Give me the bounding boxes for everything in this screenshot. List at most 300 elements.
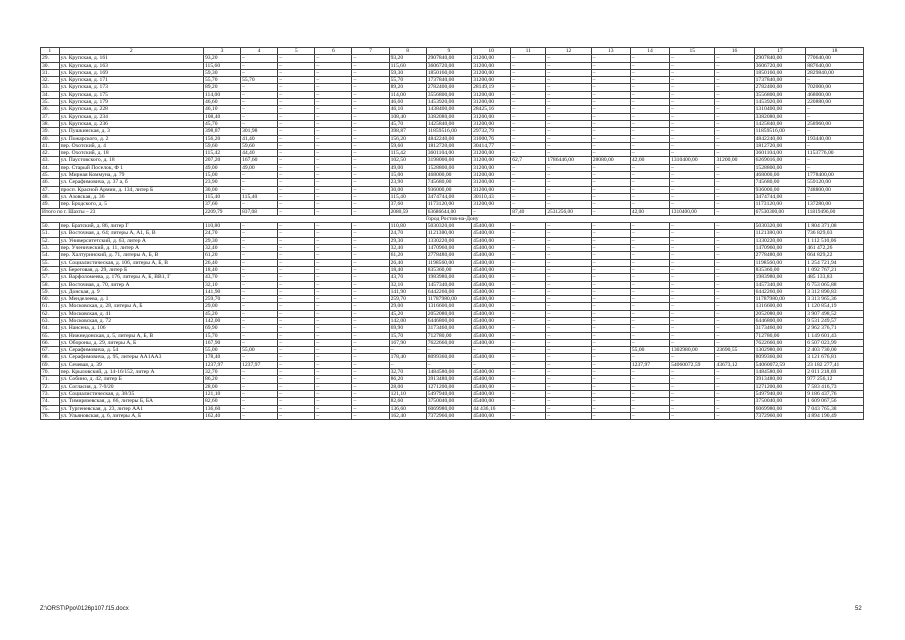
address-cell: ул. Мирная Коммуна, д. 79 bbox=[59, 172, 203, 179]
total-value-cell: 2209,79 bbox=[203, 208, 240, 215]
row-number-cell: 29. bbox=[41, 55, 60, 62]
value-cell: – bbox=[670, 84, 715, 91]
value-cell: – bbox=[630, 325, 669, 332]
value-cell: – bbox=[352, 179, 389, 186]
table-row bbox=[41, 193, 864, 200]
value-cell: 1983980,00 bbox=[426, 274, 471, 281]
value-cell: – bbox=[352, 274, 389, 281]
value-cell: – bbox=[591, 142, 630, 149]
value-cell: – bbox=[278, 99, 315, 106]
value-cell: – bbox=[278, 281, 315, 288]
value-cell: – bbox=[670, 142, 715, 149]
value-cell: – bbox=[670, 135, 715, 142]
value-cell: – bbox=[715, 245, 754, 252]
table-row bbox=[41, 405, 864, 412]
value-cell: – bbox=[715, 405, 754, 412]
value-cell: – bbox=[630, 332, 669, 339]
row-number-cell: 44. bbox=[41, 164, 60, 171]
value-cell: – bbox=[511, 135, 546, 142]
value-cell: – bbox=[352, 77, 389, 84]
value-cell: 32,70 bbox=[389, 369, 426, 376]
value-cell: – bbox=[630, 230, 669, 237]
table-row bbox=[41, 135, 864, 142]
value-cell: 44 436,16 bbox=[472, 405, 511, 412]
value-cell: 1484580,00 bbox=[754, 369, 806, 376]
value-cell: – bbox=[715, 383, 754, 390]
row-number-cell: 75. bbox=[41, 405, 60, 412]
value-cell: 1271200,00 bbox=[754, 383, 806, 390]
value-cell: – bbox=[670, 179, 715, 186]
total-value-cell: 1310400,00 bbox=[670, 208, 715, 215]
value-cell: – bbox=[715, 84, 754, 91]
value-cell: – bbox=[591, 317, 630, 324]
value-cell: 3 312 890,83 bbox=[806, 288, 864, 295]
value-cell: 6442260,00 bbox=[754, 288, 806, 295]
value-cell: – bbox=[546, 230, 591, 237]
value-cell: – bbox=[511, 332, 546, 339]
value-cell: – bbox=[352, 332, 389, 339]
value-cell: 156,20 bbox=[389, 135, 426, 142]
value-cell: – bbox=[241, 296, 278, 303]
value-cell: – bbox=[715, 317, 754, 324]
table-header-row bbox=[41, 48, 864, 55]
value-cell: – bbox=[352, 281, 389, 288]
value-cell: – bbox=[670, 106, 715, 113]
value-cell: – bbox=[806, 113, 864, 120]
value-cell: – bbox=[670, 69, 715, 76]
value-cell: 1173120,00 bbox=[426, 201, 471, 208]
value-cell: – bbox=[352, 398, 389, 405]
value-cell: 114,00 bbox=[389, 91, 426, 98]
value-cell: – bbox=[806, 106, 864, 113]
value-cell: 55,00 bbox=[630, 347, 669, 354]
value-cell: 32,10 bbox=[203, 281, 240, 288]
value-cell: – bbox=[715, 91, 754, 98]
value-cell: 59,30 bbox=[203, 69, 240, 76]
value-cell: – bbox=[670, 201, 715, 208]
value-cell: 1330220,00 bbox=[426, 237, 471, 244]
value-cell: – bbox=[511, 317, 546, 324]
total-value-cell: 2531256,00 bbox=[546, 208, 591, 215]
value-cell: – bbox=[630, 383, 669, 390]
value-cell: 207,20 bbox=[203, 157, 240, 164]
value-cell: – bbox=[630, 135, 669, 142]
value-cell: – bbox=[546, 296, 591, 303]
value-cell: – bbox=[715, 172, 754, 179]
value-cell: – bbox=[591, 259, 630, 266]
value-cell: – bbox=[278, 150, 315, 157]
value-cell: – bbox=[352, 259, 389, 266]
value-cell: – bbox=[315, 186, 352, 193]
value-cell: – bbox=[511, 412, 546, 419]
value-cell: 18,40 bbox=[389, 266, 426, 273]
value-cell: 43,70 bbox=[389, 274, 426, 281]
value-cell: – bbox=[315, 77, 352, 84]
value-cell: – bbox=[278, 245, 315, 252]
row-number-cell: 48. bbox=[41, 193, 60, 200]
value-cell: 45400,00 bbox=[472, 339, 511, 346]
housing-data-table bbox=[40, 47, 864, 420]
value-cell: – bbox=[715, 376, 754, 383]
value-cell: 835360,00 bbox=[754, 266, 806, 273]
value-cell: – bbox=[591, 120, 630, 127]
value-cell: – bbox=[352, 412, 389, 419]
total-value-cell: 63686644,00 bbox=[426, 208, 471, 215]
value-cell: – bbox=[546, 245, 591, 252]
table-row bbox=[41, 99, 864, 106]
row-number-cell: 50. bbox=[41, 223, 60, 230]
value-cell: 45400,00 bbox=[472, 245, 511, 252]
value-cell: – bbox=[630, 369, 669, 376]
value-cell: – bbox=[630, 274, 669, 281]
value-cell: – bbox=[511, 230, 546, 237]
value-cell: 167,90 bbox=[203, 339, 240, 346]
value-cell: 31200,00 bbox=[472, 164, 511, 171]
value-cell: – bbox=[352, 405, 389, 412]
value-cell: 1173120,00 bbox=[754, 201, 806, 208]
value-cell: – bbox=[591, 369, 630, 376]
value-cell: – bbox=[546, 361, 591, 368]
value-cell: – bbox=[546, 339, 591, 346]
value-cell: – bbox=[715, 55, 754, 62]
value-cell: – bbox=[511, 223, 546, 230]
table-row bbox=[41, 288, 864, 295]
value-cell: – bbox=[352, 303, 389, 310]
address-cell: ул. Московская, д. 72 bbox=[59, 317, 203, 324]
section-row bbox=[41, 215, 864, 222]
value-cell: – bbox=[352, 369, 389, 376]
value-cell: 3750040,00 bbox=[754, 398, 806, 405]
value-cell: – bbox=[278, 201, 315, 208]
value-cell: – bbox=[591, 281, 630, 288]
value-cell: – bbox=[241, 369, 278, 376]
value-cell: – bbox=[715, 296, 754, 303]
value-cell: – bbox=[591, 164, 630, 171]
value-cell: – bbox=[546, 369, 591, 376]
value-cell: 141,90 bbox=[389, 288, 426, 295]
table-row bbox=[41, 113, 864, 120]
value-cell: – bbox=[315, 361, 352, 368]
value-cell: – bbox=[426, 361, 471, 368]
value-cell: – bbox=[630, 142, 669, 149]
value-cell: – bbox=[241, 223, 278, 230]
value-cell: 31200,00 bbox=[472, 55, 511, 62]
value-cell: – bbox=[278, 317, 315, 324]
value-cell: 9 531 249,57 bbox=[806, 317, 864, 324]
value-cell: – bbox=[715, 62, 754, 69]
value-cell: – bbox=[511, 281, 546, 288]
row-number-cell: 76. bbox=[41, 412, 60, 419]
value-cell: – bbox=[591, 303, 630, 310]
value-cell: – bbox=[630, 120, 669, 127]
row-number-cell: 73. bbox=[41, 390, 60, 397]
value-cell: 55,00 bbox=[203, 347, 240, 354]
value-cell: – bbox=[715, 230, 754, 237]
value-cell: 31200,00 bbox=[472, 69, 511, 76]
value-cell: – bbox=[352, 288, 389, 295]
value-cell: 28425,16 bbox=[472, 106, 511, 113]
value-cell: – bbox=[352, 193, 389, 200]
value-cell: – bbox=[315, 179, 352, 186]
value-cell: – bbox=[591, 405, 630, 412]
value-cell: – bbox=[241, 317, 278, 324]
value-cell: 5 bbox=[278, 48, 315, 55]
value-cell: 114,00 bbox=[203, 91, 240, 98]
table-row bbox=[41, 157, 864, 164]
value-cell: – bbox=[511, 398, 546, 405]
value-cell: – bbox=[591, 390, 630, 397]
value-cell: 4 bbox=[241, 48, 278, 55]
value-cell: – bbox=[630, 186, 669, 193]
value-cell: 1316600,00 bbox=[426, 303, 471, 310]
value-cell: – bbox=[315, 296, 352, 303]
row-number-cell: 56. bbox=[41, 266, 60, 273]
value-cell: – bbox=[715, 135, 754, 142]
address-cell: ул. Крупская, д. 236 bbox=[59, 120, 203, 127]
value-cell: – bbox=[715, 310, 754, 317]
value-cell: 1737840,00 bbox=[754, 77, 806, 84]
value-cell: – bbox=[630, 288, 669, 295]
value-cell: – bbox=[670, 55, 715, 62]
value-cell: – bbox=[630, 266, 669, 273]
value-cell: 3750040,00 bbox=[426, 398, 471, 405]
value-cell: – bbox=[511, 274, 546, 281]
value-cell: 745680,00 bbox=[426, 179, 471, 186]
row-number-cell: 49. bbox=[41, 201, 60, 208]
value-cell: 24,70 bbox=[203, 230, 240, 237]
value-cell: – bbox=[315, 84, 352, 91]
address-cell: ул. Крупская, д. 163 bbox=[59, 62, 203, 69]
row-number-cell: 39. bbox=[41, 128, 60, 135]
row-number-cell: 47. bbox=[41, 186, 60, 193]
value-cell: – bbox=[546, 62, 591, 69]
value-cell: – bbox=[278, 186, 315, 193]
address-cell: ул. Обороны, д. 29, литеры А, Б bbox=[59, 339, 203, 346]
value-cell: 32,10 bbox=[389, 281, 426, 288]
table-row bbox=[41, 237, 864, 244]
value-cell: – bbox=[630, 106, 669, 113]
value-cell: – bbox=[630, 398, 669, 405]
address-cell: пер. Братский, д. 86, литер Г bbox=[59, 223, 203, 230]
value-cell: 1310400,00 bbox=[754, 106, 806, 113]
value-cell: – bbox=[511, 383, 546, 390]
row-number-cell: 32. bbox=[41, 77, 60, 84]
table-row bbox=[41, 128, 864, 135]
address-cell: ул. Береговая, д. 29, литер Б bbox=[59, 266, 203, 273]
address-cell: ул. Московская, д. 41 bbox=[59, 310, 203, 317]
value-cell: – bbox=[511, 186, 546, 193]
value-cell: – bbox=[715, 77, 754, 84]
value-cell: – bbox=[591, 383, 630, 390]
value-cell: – bbox=[278, 369, 315, 376]
row-number-cell: 60. bbox=[41, 296, 60, 303]
table-row bbox=[41, 55, 864, 62]
value-cell: 1850160,00 bbox=[754, 69, 806, 76]
value-cell: 7372960,00 bbox=[426, 412, 471, 419]
value-cell: 1425840,00 bbox=[426, 120, 471, 127]
total-value-cell: 2080,59 bbox=[389, 208, 426, 215]
value-cell: 31200,00 bbox=[472, 77, 511, 84]
value-cell: – bbox=[315, 317, 352, 324]
value-cell: 37,60 bbox=[203, 201, 240, 208]
value-cell: 54060072,59 bbox=[670, 361, 715, 368]
value-cell: 1470960,00 bbox=[754, 245, 806, 252]
address-cell: ул. Социалистическая, д. 106, литеры А, Б, В bbox=[59, 259, 203, 266]
value-cell: 29,00 bbox=[203, 303, 240, 310]
value-cell: – bbox=[241, 303, 278, 310]
value-cell: – bbox=[511, 252, 546, 259]
value-cell: 3173460,00 bbox=[426, 325, 471, 332]
value-cell: – bbox=[278, 172, 315, 179]
value-cell: – bbox=[315, 281, 352, 288]
address-cell: ул. Нансена, д. 106 bbox=[59, 325, 203, 332]
value-cell: – bbox=[591, 106, 630, 113]
value-cell: – bbox=[315, 164, 352, 171]
value-cell: – bbox=[352, 157, 389, 164]
value-cell: 3 121 676,81 bbox=[806, 354, 864, 361]
value-cell: – bbox=[352, 201, 389, 208]
value-cell: 44,40 bbox=[241, 150, 278, 157]
table-row bbox=[41, 310, 864, 317]
value-cell: 1484580,00 bbox=[426, 369, 471, 376]
value-cell: 1737840,00 bbox=[426, 77, 471, 84]
value-cell: – bbox=[511, 142, 546, 149]
value-cell: 398,87 bbox=[389, 128, 426, 135]
value-cell: – bbox=[630, 99, 669, 106]
value-cell: 770640,00 bbox=[806, 55, 864, 62]
value-cell: 1983980,00 bbox=[754, 274, 806, 281]
value-cell: 6069980,00 bbox=[754, 405, 806, 412]
value-cell: 28149,19 bbox=[472, 84, 511, 91]
value-cell: – bbox=[546, 201, 591, 208]
value-cell: – bbox=[278, 84, 315, 91]
value-cell: – bbox=[426, 347, 471, 354]
value-cell: – bbox=[630, 376, 669, 383]
row-number-cell: 54. bbox=[41, 252, 60, 259]
value-cell: – bbox=[546, 376, 591, 383]
value-cell: 3601104,00 bbox=[426, 150, 471, 157]
row-number-cell: 58. bbox=[41, 281, 60, 288]
address-cell: ул. Пожарского, д. 2 bbox=[59, 135, 203, 142]
value-cell: – bbox=[511, 113, 546, 120]
value-cell: – bbox=[511, 390, 546, 397]
value-cell: – bbox=[715, 128, 754, 135]
value-cell: – bbox=[670, 339, 715, 346]
row-number-cell: 45. bbox=[41, 172, 60, 179]
value-cell: – bbox=[315, 172, 352, 179]
value-cell: – bbox=[591, 77, 630, 84]
row-number-cell: 72. bbox=[41, 383, 60, 390]
value-cell: – bbox=[241, 390, 278, 397]
value-cell: – bbox=[241, 62, 278, 69]
value-cell: 43,70 bbox=[203, 274, 240, 281]
value-cell: – bbox=[352, 106, 389, 113]
row-number-cell: 62. bbox=[41, 310, 60, 317]
value-cell: 7 043 765,38 bbox=[806, 405, 864, 412]
value-cell: 7 583 416,73 bbox=[806, 383, 864, 390]
value-cell: – bbox=[315, 237, 352, 244]
value-cell: – bbox=[715, 186, 754, 193]
value-cell: – bbox=[352, 164, 389, 171]
value-cell: – bbox=[546, 113, 591, 120]
value-cell: – bbox=[352, 62, 389, 69]
value-cell: 142,00 bbox=[389, 317, 426, 324]
value-cell: – bbox=[630, 303, 669, 310]
value-cell: – bbox=[591, 55, 630, 62]
value-cell: 42,00 bbox=[630, 157, 669, 164]
value-cell: 28080,00 bbox=[591, 157, 630, 164]
value-cell: 162,40 bbox=[203, 412, 240, 419]
table-body bbox=[41, 48, 864, 420]
value-cell: – bbox=[315, 150, 352, 157]
value-cell: 2 011 218,69 bbox=[806, 369, 864, 376]
value-cell: 167,60 bbox=[241, 157, 278, 164]
value-cell: – bbox=[546, 150, 591, 157]
value-cell: 1453920,00 bbox=[754, 99, 806, 106]
value-cell: – bbox=[315, 303, 352, 310]
value-cell: – bbox=[315, 369, 352, 376]
value-cell: – bbox=[241, 259, 278, 266]
value-cell: 6069980,00 bbox=[426, 405, 471, 412]
value-cell: 18,40 bbox=[203, 266, 240, 273]
value-cell: 29732,79 bbox=[472, 128, 511, 135]
value-cell: – bbox=[546, 223, 591, 230]
value-cell: – bbox=[241, 201, 278, 208]
table-row bbox=[41, 398, 864, 405]
value-cell: – bbox=[591, 193, 630, 200]
value-cell: – bbox=[715, 281, 754, 288]
value-cell: – bbox=[715, 237, 754, 244]
value-cell: – bbox=[630, 91, 669, 98]
value-cell: – bbox=[670, 259, 715, 266]
value-cell: – bbox=[591, 266, 630, 273]
value-cell: 31200,00 bbox=[472, 99, 511, 106]
value-cell: 93,20 bbox=[389, 55, 426, 62]
value-cell: 93,20 bbox=[203, 55, 240, 62]
row-number-cell: 33. bbox=[41, 84, 60, 91]
value-cell: – bbox=[315, 128, 352, 135]
value-cell: – bbox=[352, 142, 389, 149]
value-cell: 2778480,00 bbox=[754, 252, 806, 259]
value-cell: 2 962 376,71 bbox=[806, 325, 864, 332]
value-cell: – bbox=[315, 274, 352, 281]
table-row bbox=[41, 84, 864, 91]
value-cell: – bbox=[715, 179, 754, 186]
value-cell: 6446800,00 bbox=[426, 317, 471, 324]
address-cell: ул. Крупская, д. 228 bbox=[59, 106, 203, 113]
value-cell: – bbox=[715, 69, 754, 76]
address-cell: ул. Московская, д. 28, литеры А, Б bbox=[59, 303, 203, 310]
address-cell: ул. Крупская, д. 161 bbox=[59, 55, 203, 62]
value-cell: – bbox=[630, 62, 669, 69]
value-cell: – bbox=[352, 361, 389, 368]
value-cell: 3382080,00 bbox=[754, 113, 806, 120]
value-cell: 1425840,00 bbox=[754, 120, 806, 127]
table-row bbox=[41, 179, 864, 186]
value-cell: – bbox=[670, 317, 715, 324]
value-cell: 45400,00 bbox=[472, 252, 511, 259]
value-cell: 46,60 bbox=[389, 99, 426, 106]
value-cell: – bbox=[241, 84, 278, 91]
value-cell: 702000,00 bbox=[806, 84, 864, 91]
address-cell: ул. Социалистическая, д. 38/35 bbox=[59, 390, 203, 397]
value-cell: – bbox=[389, 361, 426, 368]
row-number-cell: 61. bbox=[41, 303, 60, 310]
value-cell: – bbox=[630, 113, 669, 120]
value-cell: – bbox=[315, 310, 352, 317]
value-cell: – bbox=[315, 201, 352, 208]
value-cell: – bbox=[278, 347, 315, 354]
